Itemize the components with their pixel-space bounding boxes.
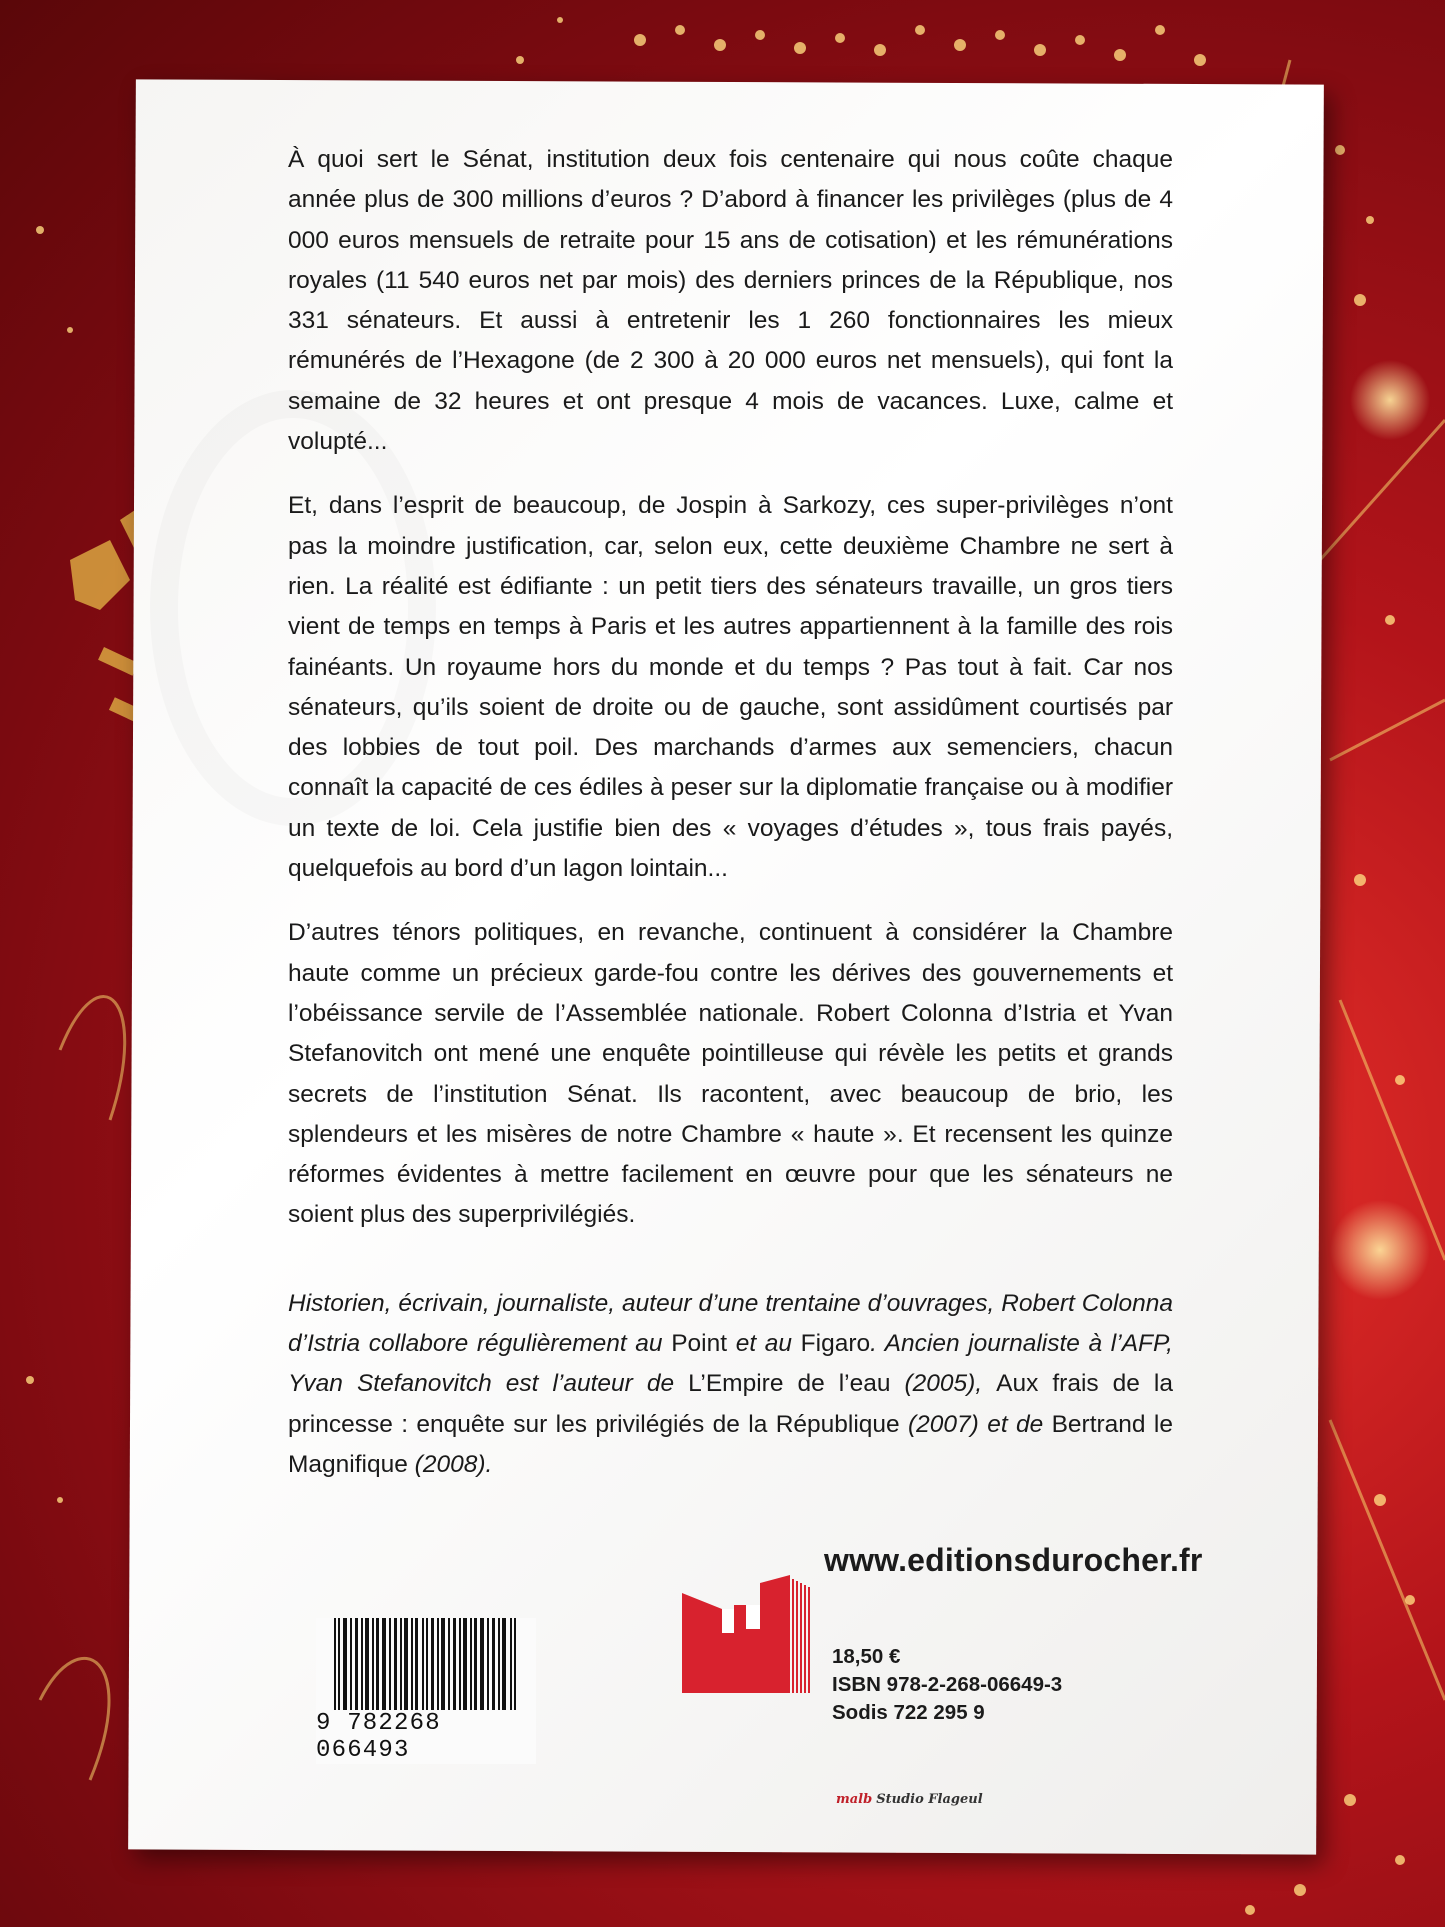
sodis-code: Sodis 722 295 9 [832,1701,985,1724]
title-point: Point [671,1330,728,1358]
blurb-paragraph-3: D’autres ténors politiques, en revanche, continuent à considérer la Chambre haute comme un précieux garde-fou contre les dérives des gouvernements et l’obéissance servile de l’Assemblée nationale. Robert Colonna d’Istria et Yvan Stefanovitch ont mené une enquête pointilleuse qui révèle les petits et grands secrets de l’institution Sénat. Ils racontent, avec beaucoup de brio, les splendeurs et les misères de notre Chambre « haute ». Et recensent les quinze réformes évidentes à mettre facilement en œuvre pour que les sénateurs ne soient plus des superprivilégiés. [288,919,1173,1229]
barcode-number: 9 782268 066493 [316,1710,536,1764]
title-empire-eau: L’Empire de l’eau [688,1370,891,1398]
title-bertrand: Bertrand le Magnifique [288,1410,1173,1478]
studio-logo-mark: malb [836,1792,873,1807]
editions-du-rocher-logo [682,1575,812,1693]
studio-name: Studio Flageul [876,1792,983,1807]
publisher-website: www.editionsdurocher.fr [824,1542,1203,1578]
blurb-paragraph-1: À quoi sert le Sénat, institution deux fois centenaire qui nous coûte chaque année plus de 300 millions d’euros ? D’abord à financer les privilèges (plus de 4 000 euros mensuels de retraite pour 15 ans de cotisation) et les rémunérations royales (11 540 euros net par mois) des derniers princes de la République, nos 331 sénateurs. Et aussi à entretenir les 1 260 fonctionnaires les mieux rémunérés de l’Hexagone (de 2 300 à 20 000 euros net mensuels), qui font la semaine de 32 heures et ont presque 4 mois de vacances. Luxe, calme et volupté... [288,146,1173,456]
back-cover-blurb [288,140,1173,1509]
title-figaro: Figaro [800,1330,871,1358]
blurb-paragraph-2: Et, dans l’esprit de beaucoup, de Jospin à Sarkozy, ces super-privilèges n’ont pas la moindre justification, car, selon eux, cette deuxième Chambre ne sert à rien. La réalité est édifiante : un petit tiers des sénateurs travaille, un gros tiers vient de temps en temps à Paris et les autres appartiennent à la famille des rois fainéants. Un royaume hors du monde et du temps ? Pas tout à fait. Car nos sénateurs, qu’ils soient de droite ou de gauche, sont assidûment courtisés par des lobbies de tout poil. Des marchands d’armes aux semenciers, chacun connaît la capacité de ces édiles à peser sur la diplomatie française ou à modifier un texte de loi. Cela justifie bien des « voyages d’études », tous frais payés, quelquefois au bord d’un lagon lointain... [288,492,1173,883]
author-bio: Historien, écrivain, journaliste, auteur d’une trentaine d’ouvrages, Robert Colonna d’Istria collabore régulièrement au Point et au Figaro. Ancien journaliste à l’AFP, Yvan Stefanovitch est l’auteur de L’Empire de l’eau (2005), Aux frais de la princesse : enquête sur les privilégiés de la République (2007) et de Bertrand le Magnifique (2008). [288,1289,1173,1478]
isbn: ISBN 978-2-268-06649-3 [832,1673,1063,1696]
design-credit [836,1792,983,1807]
title-frais-princesse: Aux frais de la princesse : enquête sur les privilégiés de la République [288,1370,1173,1438]
price-isbn-block [832,1643,1062,1727]
price: 18,50 € [832,1645,901,1668]
